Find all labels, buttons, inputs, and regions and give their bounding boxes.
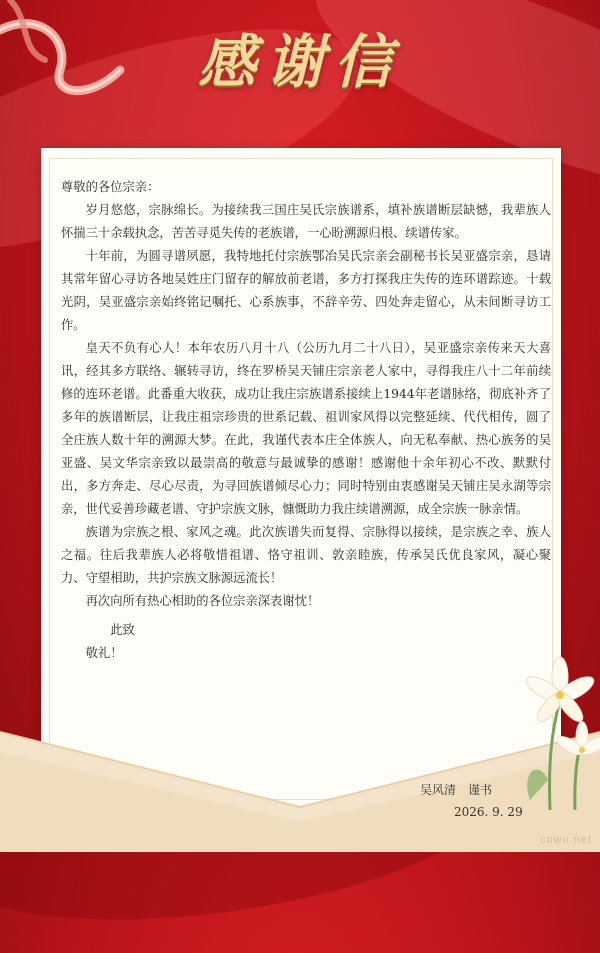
- letter-paper: [41, 148, 561, 808]
- page-title: 感谢信: [197, 28, 402, 96]
- signature-name: 吴风清 谨书: [420, 783, 493, 797]
- letter-greeting: 尊敬的各位宗亲：: [61, 180, 160, 194]
- letter-paragraph: 族谱为宗族之根、家风之魂。此次族谱失而复得、宗脉得以接续，是宗族之幸、族人之福。往后我辈族人必将敬惜祖谱、恪守祖训、敦亲睦族，传承吴氏优良家风，凝心聚力、守望相助，共护宗族文脉源远流长！: [61, 525, 551, 585]
- signature-block: [420, 779, 550, 823]
- letter-body: [61, 176, 551, 665]
- letter-closing: 此致: [110, 623, 135, 637]
- letter-paragraph: 皇天不负有心人！本年农历八月十八（公历九月二十八日），吴亚盛宗亲传来天大喜讯，经其多方联络、辗转寻访，终在罗桥吴天铺庄宗亲老人家中，寻得我庄八十二年前续修的连环老谱。此番重大收获，成功让我庄宗族谱系接续上1944年老谱脉络，彻底补齐了多年的族谱断层，让我庄祖宗珍贵的世系记载、祖训家风得以完整延续、代代相传，圆了全庄族人数十年的溯源大梦。在此，我谨代表本庄全体族人，向无私奉献、热心族务的吴亚盛、吴文华宗亲致以最崇高的敬意与最诚挚的感谢！感谢他十余年初心不改、默默付出，多方奔走、尽心尽责，为寻回族谱倾尽心力；同时特别由衷感谢吴天铺庄吴永湖等宗亲，世代妥善珍藏老谱、守护宗族文脉，慷慨助力我庄续谱溯源，成全宗族一脉亲情。: [61, 341, 551, 516]
- letter-paragraph: 再次向所有热心相助的各位宗亲深表谢忱！: [85, 594, 320, 608]
- signature-date: 2026. 9. 29: [454, 805, 523, 819]
- site-watermark: cnwu.net: [539, 834, 592, 846]
- letter-paragraph: 岁月悠悠，宗脉绵长。为接续我三国庄吴氏宗族谱系，填补族谱断层缺憾，我辈族人怀揣三十余载执念，苦苦寻觅失传的老族谱，一心盼溯源归根、续谱传家。: [61, 203, 551, 240]
- letter-salutation: 敬礼！: [85, 646, 123, 660]
- letter-paragraph: 十年前，为圆寻谱夙愿，我特地托付宗族鄂冶吴氏宗亲会副秘书长吴亚盛宗亲，恳请其常年留心寻访各地吴姓庄门留存的解放前老谱，多方打探我庄失传的连环谱踪迹。十载光阴，吴亚盛宗亲始终铭记嘱托、心系族事，不辞辛劳、四处奔走留心，从未间断寻访工作。: [61, 249, 551, 332]
